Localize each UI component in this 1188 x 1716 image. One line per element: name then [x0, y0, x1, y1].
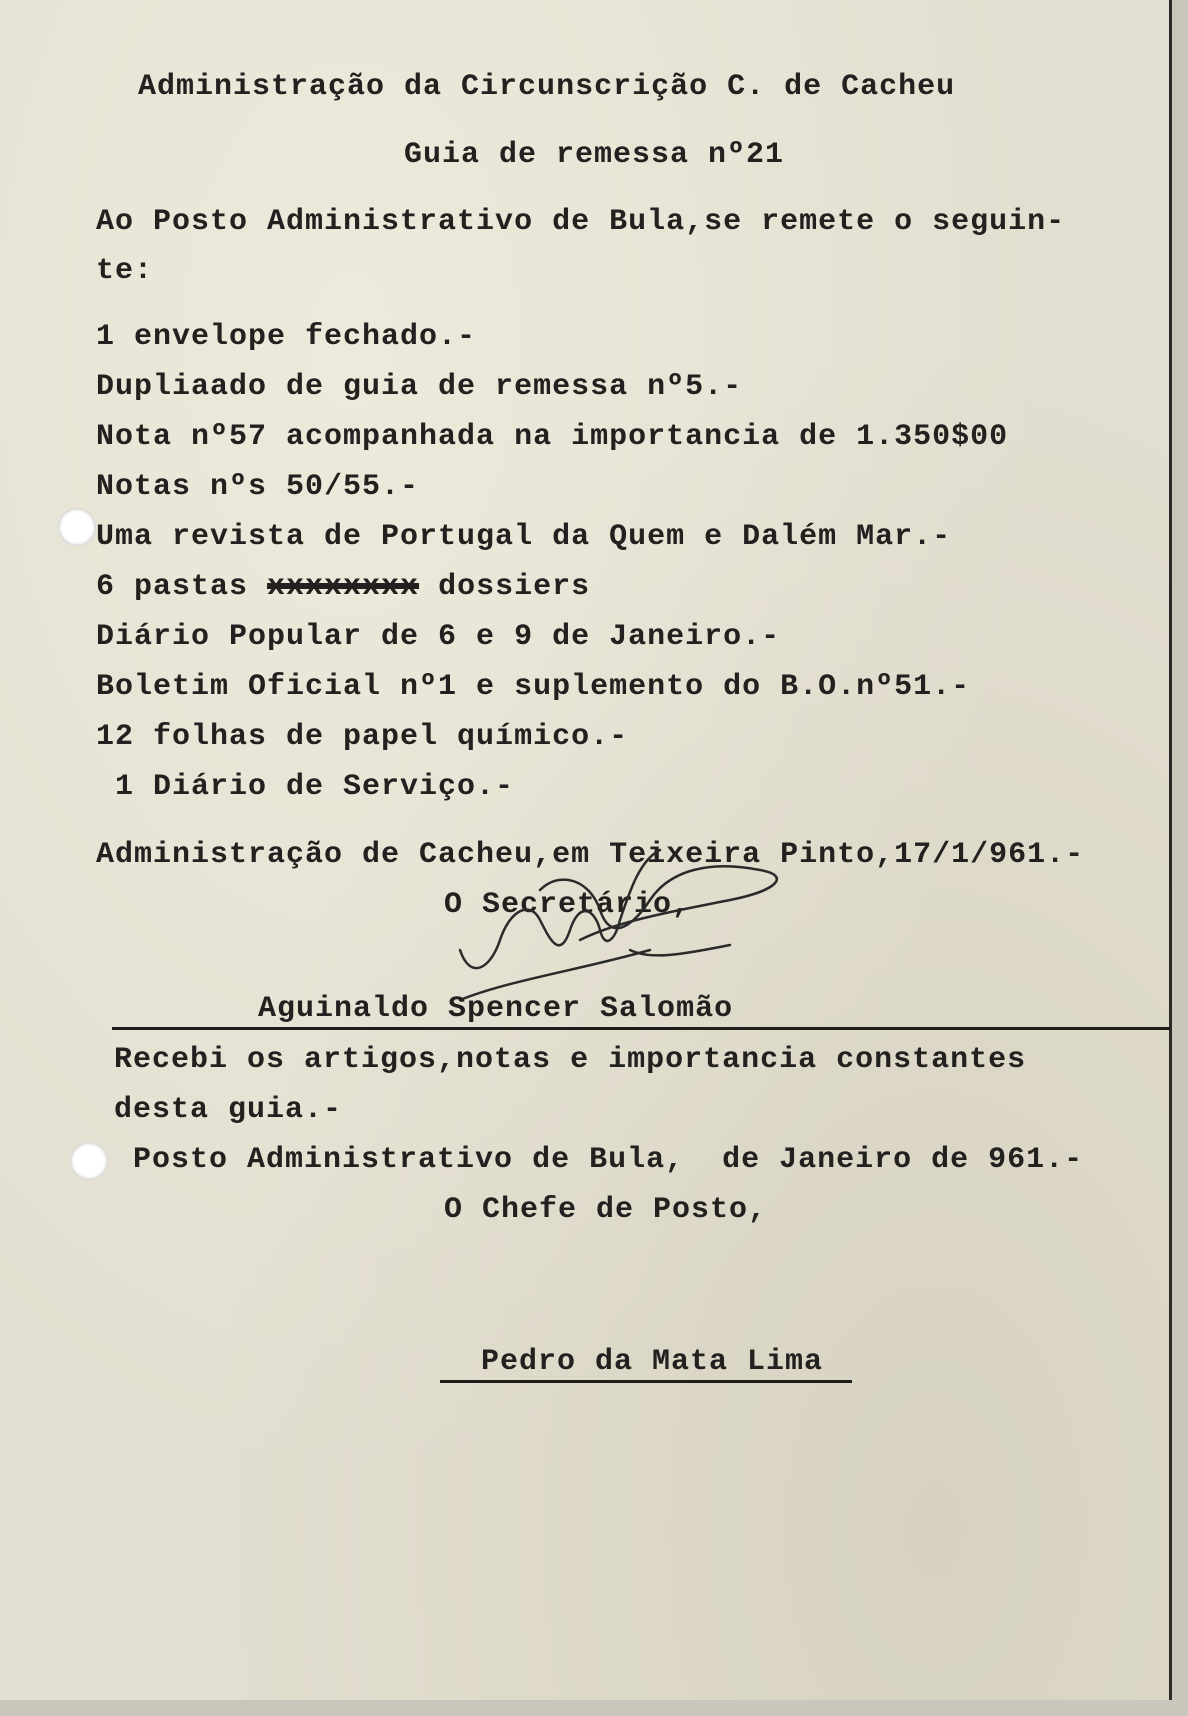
list-item: 12 folhas de papel químico.- — [96, 720, 629, 754]
intro-line-1: Ao Posto Administrativo de Bula,se remete o seguin- — [96, 205, 1066, 239]
sender-place-date: Administração de Cacheu,em Teixeira Pinto,17/1/961.- — [96, 838, 1085, 872]
receipt-line-2: desta guia.- — [114, 1093, 343, 1127]
list-item: Diário Popular de 6 e 9 de Janeiro.- — [96, 620, 781, 654]
receipt-name-underline — [440, 1380, 852, 1383]
list-item: Dupliaado de guia de remessa nº5.- — [96, 370, 743, 404]
sender-name: Aguinaldo Spencer Salomão — [258, 992, 734, 1026]
struck-out-text: xxxxxxxx — [267, 570, 420, 604]
receipt-name: Pedro da Mata Lima — [462, 1345, 824, 1379]
punch-hole-bottom — [70, 1142, 108, 1180]
list-item: 1 Diário de Serviço.- — [96, 770, 515, 804]
list-item — [96, 570, 590, 604]
item-prefix: 6 pastas — [96, 570, 268, 604]
section-divider — [112, 1027, 1170, 1030]
receipt-place-date: Posto Administrativo de Bula, de Janeiro de 961.- — [114, 1143, 1084, 1177]
list-item: Uma revista de Portugal da Quem e Dalém Mar.- — [96, 520, 952, 554]
receipt-role: O Chefe de Posto, — [444, 1193, 768, 1227]
document-title: Administração da Circunscrição C. de Cacheu — [138, 70, 956, 104]
list-item: Boletim Oficial nº1 e suplemento do B.O.nº51.- — [96, 670, 971, 704]
sender-role: O Secretário, — [444, 888, 692, 922]
intro-line-2: te: — [96, 254, 154, 288]
punch-hole-top — [58, 508, 96, 546]
list-item: Nota nº57 acompanhada na importancia de 1.350$00 — [96, 420, 1009, 454]
list-item: Notas nºs 50/55.- — [96, 470, 420, 504]
document-subtitle: Guia de remessa nº21 — [404, 138, 785, 172]
item-suffix: dossiers — [419, 570, 591, 604]
receipt-line-1: Recebi os artigos,notas e importancia constantes — [114, 1043, 1027, 1077]
list-item: 1 envelope fechado.- — [96, 320, 477, 354]
